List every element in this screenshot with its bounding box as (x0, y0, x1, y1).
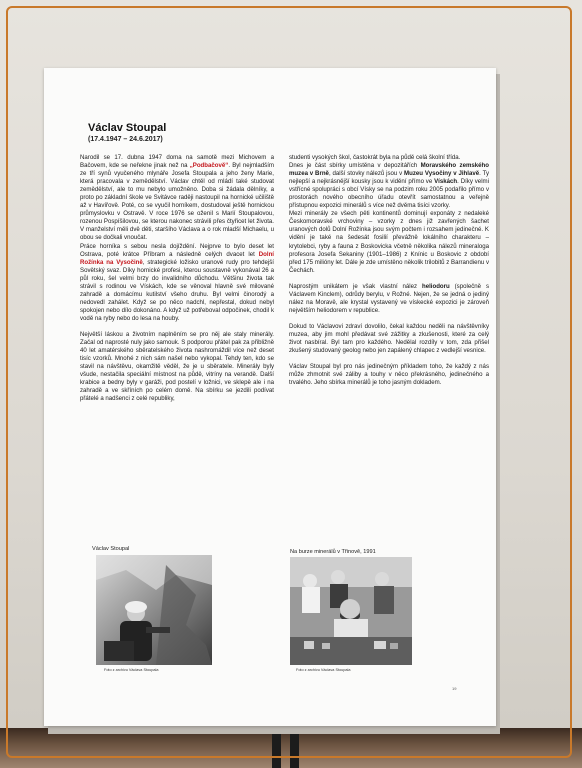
text-run: (společně s Václavem Kinclem), odrůdy berylu, v Rožné. Nejen, že se jedná o jediný nález na Moravě, ale krystal vystavený ve vískecké expozici je zároveň největším heliodorem v republice. (289, 282, 489, 314)
photo-right (290, 557, 412, 665)
stand-leg-left (272, 730, 281, 768)
paragraph (289, 154, 489, 162)
text-run: studenti vysokých škol, častokrát byla na půdě celá školní třída. (289, 154, 461, 161)
poster-title: Václav Stoupal (88, 122, 167, 134)
miner-photo-image (96, 555, 212, 665)
page-number: 19 (452, 686, 457, 691)
text-run: , další stovky nálezů jsou v (328, 170, 405, 178)
photo-left (96, 555, 212, 665)
text-run: Naprostým unikátem je však vlastní nález (289, 282, 422, 290)
text-run: . Díky velmi vstřícné spolupráci s obcí Vísky se na podzim roku 2005 podařilo přímo v prostorách nového obecního úřadu otevřít samostatnou a veřejně přístupnou expozici minerálů s více než dvěma tisíci vzorky. (289, 178, 489, 210)
photo-right-caption: Na burze minerálů v Třinově, 1991 (290, 549, 376, 555)
bold-text: heliodoru (421, 282, 450, 290)
highlight-text: Dolní Rožínka na Vysočině (80, 250, 274, 266)
fair-photo-image (290, 557, 412, 665)
stand-leg-right (290, 730, 299, 768)
photo-left-caption: Václav Stoupal (92, 546, 130, 552)
paragraph (289, 363, 489, 387)
bold-text: Moravského zemského muzea v Brně (289, 162, 489, 178)
bold-text: Vískách (434, 178, 458, 186)
paragraph (289, 323, 489, 355)
text-run: Největší láskou a životním naplněním se pro něj ale staly minerály. Začal od naprosté nuly jako samouk. S podporou přátel pak za přibližně 40 let amatérského sběratelského života nashromáždil více než deset tisíc vzorků. Mnohé z nich sám našel nebo vykopal. Tehdy ten, kdo se stavil na návštěvu, okamžitě věděl, že je u sběratele. Minerály byly všude, nestačila speciální místnost na půdě, vitríny na verandě. Další krabice a bedny byly v garáži, pod postelí v ložnici, ve sklepě ale i na zahradě a ve skříních po celém domě. Na sbírku se jezdili podívat přátelé a nadšenci z celé republiky, (80, 330, 274, 403)
text-run: Dnes je část sbírky umístěna v depozitářích (289, 162, 421, 170)
photo-left-credit: Foto z archivu Václava Stoupala (104, 668, 159, 672)
bold-text: Muzeu Vysočiny v Jihlavě (404, 170, 480, 178)
poster-dates: (17.4.1947 – 24.6.2017) (88, 136, 163, 143)
paragraph (80, 154, 274, 243)
text-run: Dokud to Václavovi zdraví dovolilo, čekal každou neděli na návštěvníky muzea, aby jim mohl předávat své zážitky a zkušenosti, které za celý život nasbíral. Byl tam pro každého. Nedělal rozdíly v tom, zda přišel zkušený studovaný geolog nebo jen zapálený chlapec z vedlejší vesnice. (289, 322, 489, 355)
highlight-text: „Podbačově“ (189, 162, 229, 170)
paragraph (289, 210, 489, 274)
photo-right-credit: Foto z archivu Václava Stoupala (296, 668, 351, 672)
text-run: . Byl nejmladším ze tří synů vyučeného mlynáře Josefa Stoupala a jeho ženy Marie, která pracovala v zemědělství. Václav chtěl od mládí také studovat zemědělství, ale to mu nebylo umožněno. Doba si žádala dělníky, a proto po základní škole ve Svitávce raději nastoupil na hornické učiliště až v Havířově. Poté, co se vyučil horníkem, dostudoval ještě hornickou průmyslovku v Ostravě. V roce 1976 se oženil s Marií Stoupalovou, rozenou Pospíšilovou, se kterou nakonec strávili přes čtyřicet let života. V manželství měli dvě děti, staršího Václava a o rok mladší Michaelu, u obou se dočkali vnoučat. (80, 162, 274, 242)
text-run: Práce horníka s sebou nesla dojíždění. Nejprve to bylo deset let Ostrava, poté krátce Příbram a následně celých dvacet let (80, 242, 274, 258)
text-run: Václav Stoupal byl pro nás jedinečným příkladem toho, že každý z nás může zhmotnit své záliby a touhy v něco překrásného, jedinečného a trvalého. Jeho sbírka minerálů je toho jasným dokladem. (289, 363, 489, 387)
paragraph (289, 283, 489, 315)
text-run: , strategické ložisko uranové rudy pro tehdejší Sovětský svaz. Díky hornické profesi, kterou soustavně vykonával 26 a půl roku, šel velmi brzy do invalidního důchodu. Většinu života tak strávil s rodinou ve Vískách, kde se věnoval hlavně své milované zahradě a domácímu kutilství všeho druhu. Byl velmi činorodý a nedovedl zahálet. Když se po něco nadchl, nepřestal, dokud nebyl spokojen nebo dílo dokonáno. A když už potřeboval odpočinek, chodil k vodě na ryby nebo do lesa na houby. (80, 258, 274, 322)
paragraph (80, 243, 274, 323)
text-column-right (289, 154, 489, 387)
text-column-left (80, 154, 274, 403)
paragraph (80, 331, 274, 403)
text-run: . Ty nejlepší a nejkrásnější kousky jsou k vidění přímo ve (289, 170, 490, 186)
text-run: Mezi minerály ze všech pěti kontinentů dominují exponáty z nedaleké Českomoravské vrchoviny – vzorky z dnes již zavřených šachet uranových dolů Dolní Rožínka jsou svým počtem i rozsahem jedinečné. K vidění je také na šedesát fosilií převážně lokálního charakteru – krytolebci, ryby a fauna z Boskovicka včetně několika nálezů mineraloga profesora Josefa Sekaniny (1901–1986) z Knínic u Boskovic z období před 175 milióny let. Dále je zde umístěno několik trilobitů z Barrandienu v Čechách. (289, 210, 489, 274)
paragraph (289, 162, 489, 210)
text-run: Narodil se 17. dubna 1947 doma na samotě mezi Michovem a Bačovem, kde se neřekne jinak než na (80, 154, 274, 170)
poster-sheet (44, 68, 496, 726)
